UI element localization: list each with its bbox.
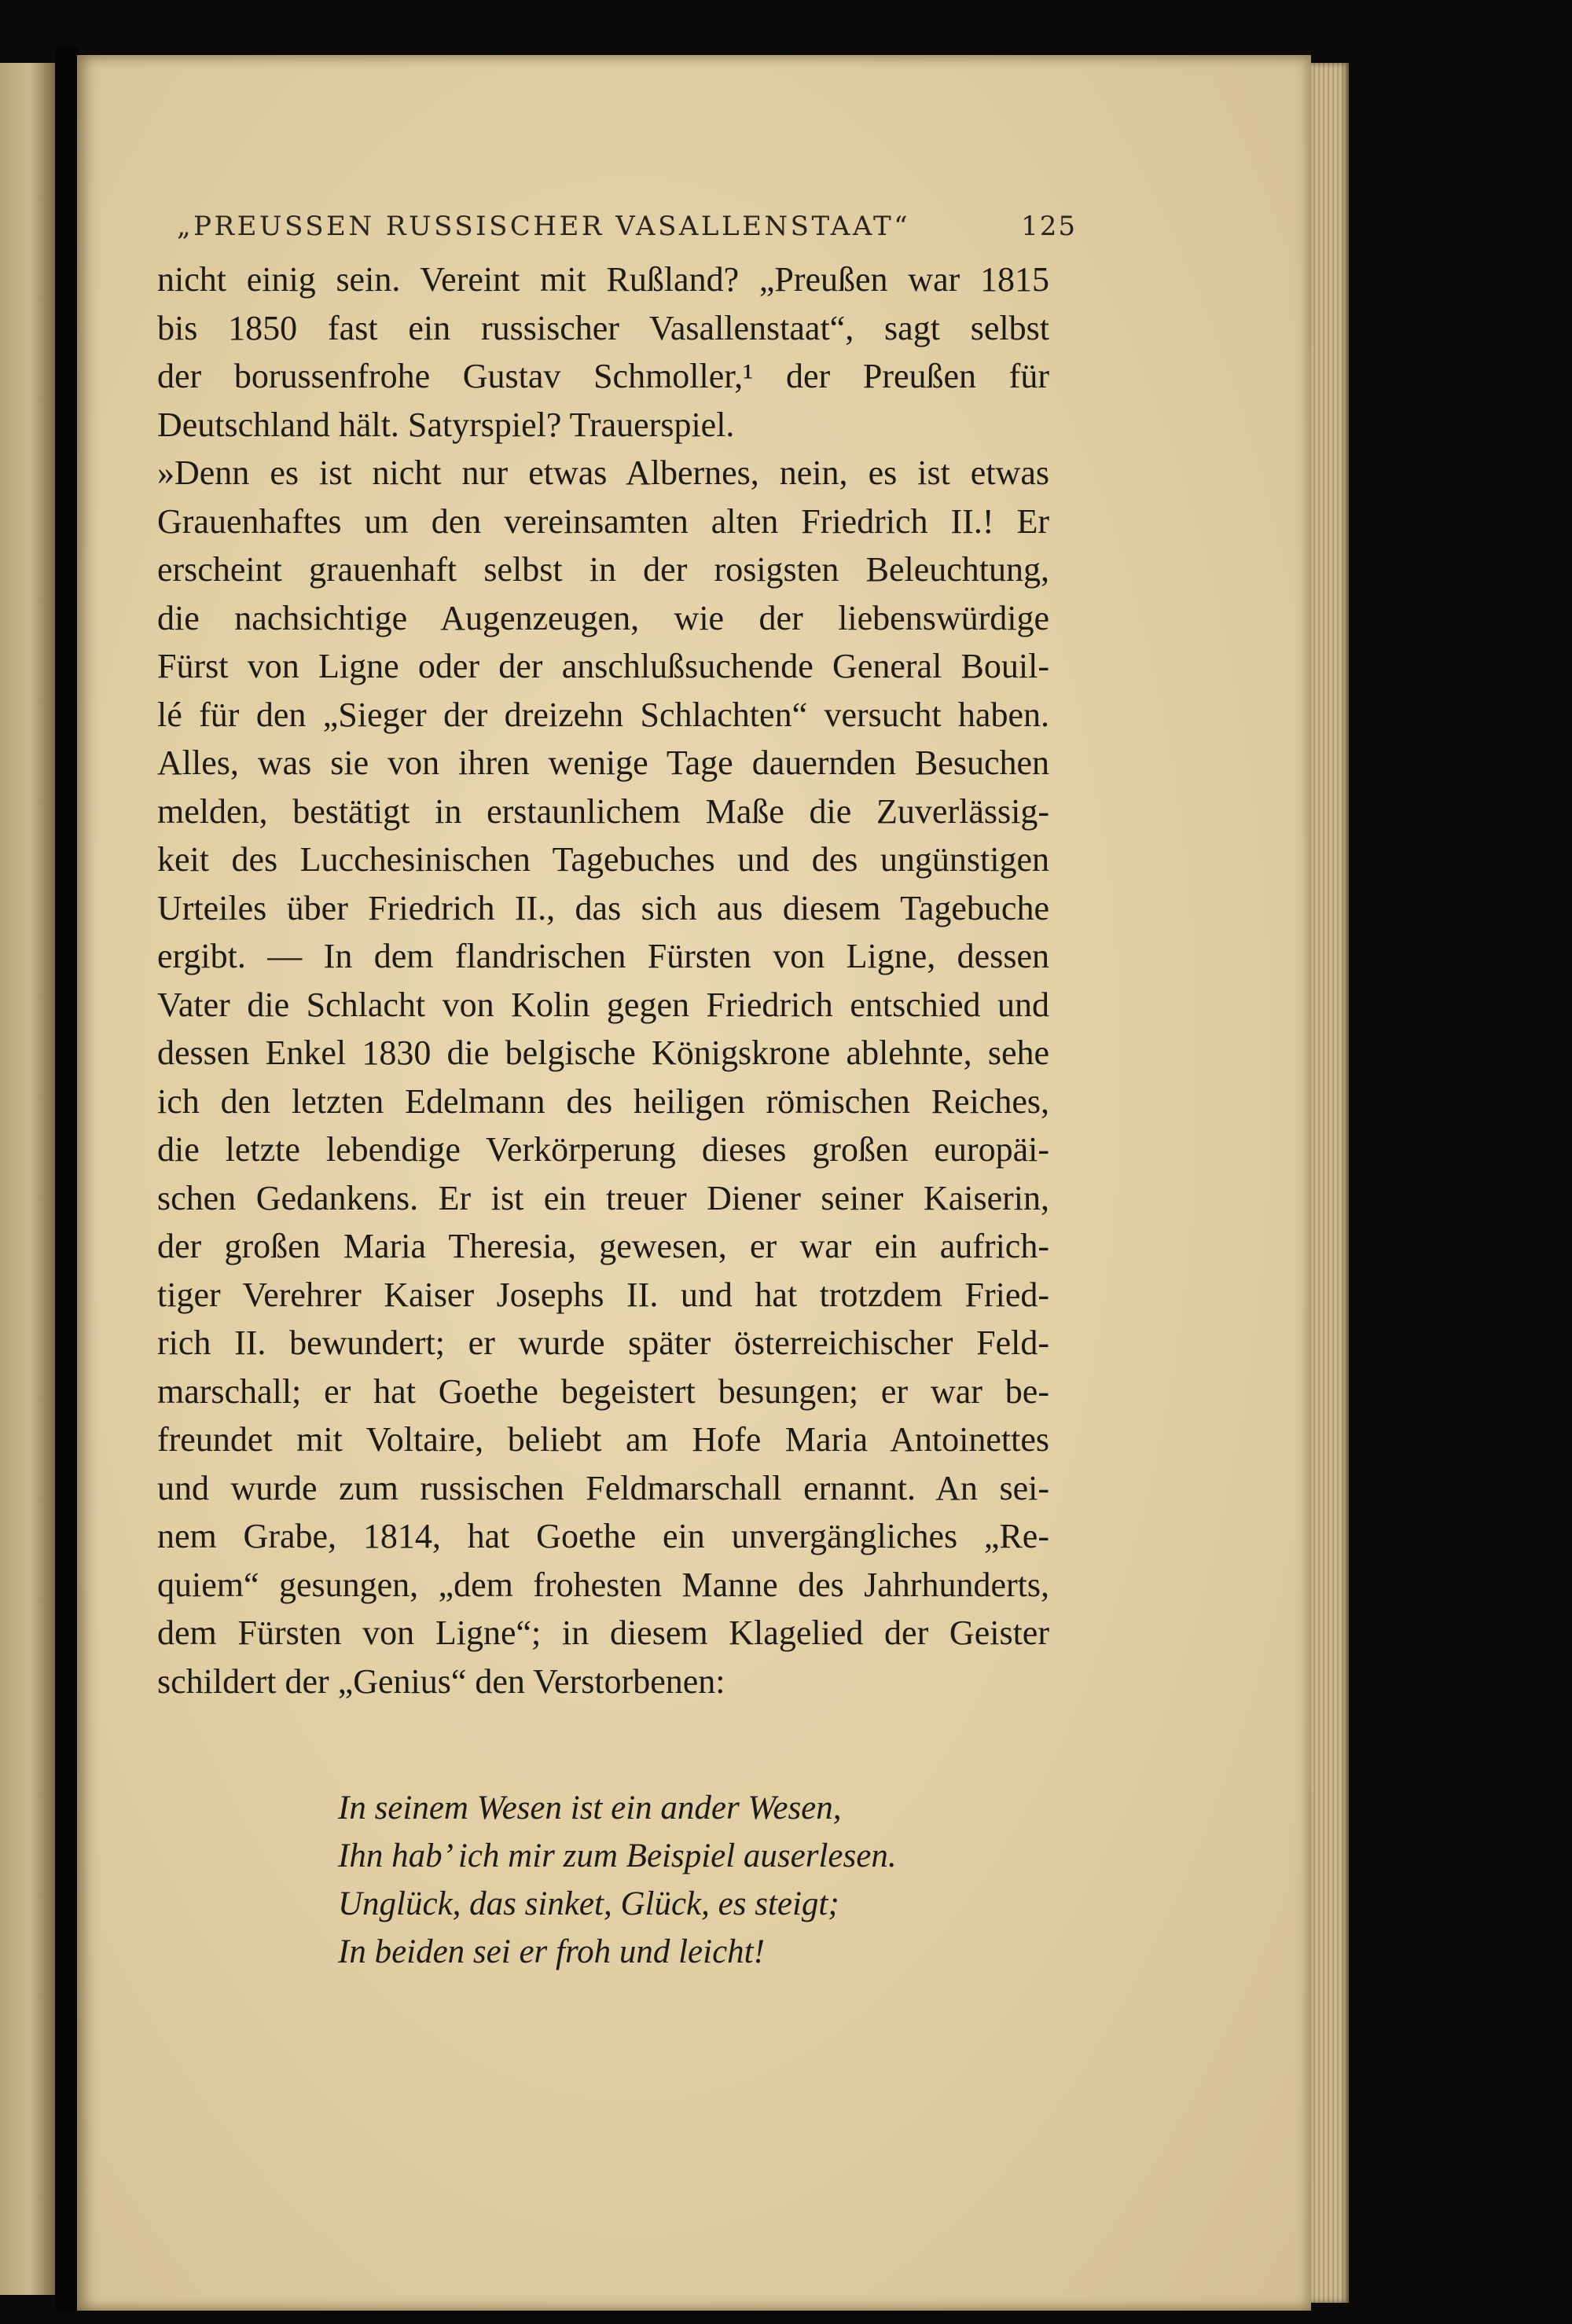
text-line: nem Grabe, 1814, hat Goethe ein unvergängliches „Re- xyxy=(157,1517,1049,1555)
text-line: marschall; er hat Goethe begeistert besungen; er war be- xyxy=(157,1371,1049,1411)
running-head xyxy=(177,211,1077,242)
verse-line: Ihn hab’ ich mir zum Beispiel auserlesen. xyxy=(338,1838,897,1874)
text-line: und wurde zum russischen Feldmarschall ernannt. An sei- xyxy=(157,1468,1049,1507)
text-line: Grauenhaftes um den vereinsamten alten Friedrich II.! Er xyxy=(157,501,1049,541)
text-line: Deutschland hält. Satyrspiel? Trauerspiel. xyxy=(157,405,735,444)
previous-page-edge xyxy=(0,63,55,2295)
verse-line: Unglück, das sinket, Glück, es steigt; xyxy=(338,1885,839,1922)
text-line: ich den letzten Edelmann des heiligen römischen Reiches, xyxy=(157,1081,1049,1121)
text-line: Alles, was sie von ihren wenige Tage dauernden Besuchen xyxy=(157,743,1049,782)
text-line: lé für den „Sieger der dreizehn Schlachten“ versucht haben. xyxy=(157,695,1049,734)
verse-line: In seinem Wesen ist ein ander Wesen, xyxy=(338,1790,842,1827)
text-line: Fürst von Ligne oder der anschlußsuchende General Bouil- xyxy=(157,647,1049,685)
text-line: die letzte lebendige Verkörperung dieses großen europäi- xyxy=(157,1130,1049,1169)
text-line: Urteiles über Friedrich II., das sich aus diesem Tagebuche xyxy=(157,888,1049,927)
text-line: nicht einig sein. Vereint mit Rußland? „Preußen war 1815 xyxy=(157,260,1049,299)
running-head-title: „PREUSSEN RUSSISCHER VASALLENSTAAT“ xyxy=(177,211,911,242)
text-line: bis 1850 fast ein russischer Vasallenstaat“, sagt selbst xyxy=(157,308,1049,347)
text-line: keit des Lucchesinischen Tagebuches und des ungünstigen xyxy=(157,840,1049,879)
text-line: rich II. bewundert; er wurde später österreichischer Feld- xyxy=(157,1324,1049,1362)
book-gutter xyxy=(55,47,79,2311)
text-line: tiger Verehrer Kaiser Josephs II. und hat trotzdem Fried- xyxy=(157,1275,1049,1314)
text-line: dem Fürsten von Ligne“; in diesem Klagelied der Geister xyxy=(157,1614,1049,1652)
text-line: »Denn es ist nicht nur etwas Albernes, nein, es ist etwas xyxy=(157,453,1049,492)
text-line: melden, bestätigt in erstaunlichem Maße die Zuverlässig- xyxy=(157,791,1049,831)
text-line: erscheint grauenhaft selbst in der rosigsten Beleuchtung, xyxy=(157,550,1049,589)
text-line: quiem“ gesungen, „dem frohesten Manne des Jahrhunderts, xyxy=(157,1565,1049,1604)
text-line: schen Gedankens. Er ist ein treuer Diener seiner Kaiserin, xyxy=(157,1178,1049,1217)
text-line: Vater die Schlacht von Kolin gegen Friedrich entschied und xyxy=(157,985,1049,1024)
verse-quote xyxy=(338,1784,897,1976)
body-text xyxy=(157,255,1049,1705)
text-line: schildert der „Genius“ den Verstorbenen: xyxy=(157,1661,725,1701)
text-line: freundet mit Voltaire, beliebt am Hofe Maria Antoinettes xyxy=(157,1420,1049,1459)
text-line: der großen Maria Theresia, gewesen, er war ein aufrich- xyxy=(157,1227,1049,1265)
text-line: der borussenfrohe Gustav Schmoller,¹ der Preußen für xyxy=(157,357,1049,395)
text-line: die nachsichtige Augenzeugen, wie der liebenswürdige xyxy=(157,598,1049,637)
text-line: dessen Enkel 1830 die belgische Königskrone ablehnte, sehe xyxy=(157,1034,1049,1072)
page-edges xyxy=(1311,63,1349,2303)
page-number: 125 xyxy=(1021,211,1077,242)
text-line: ergibt. — In dem flandrischen Fürsten von Ligne, dessen xyxy=(157,937,1049,975)
verse-line: In beiden sei er froh und leicht! xyxy=(338,1933,765,1970)
